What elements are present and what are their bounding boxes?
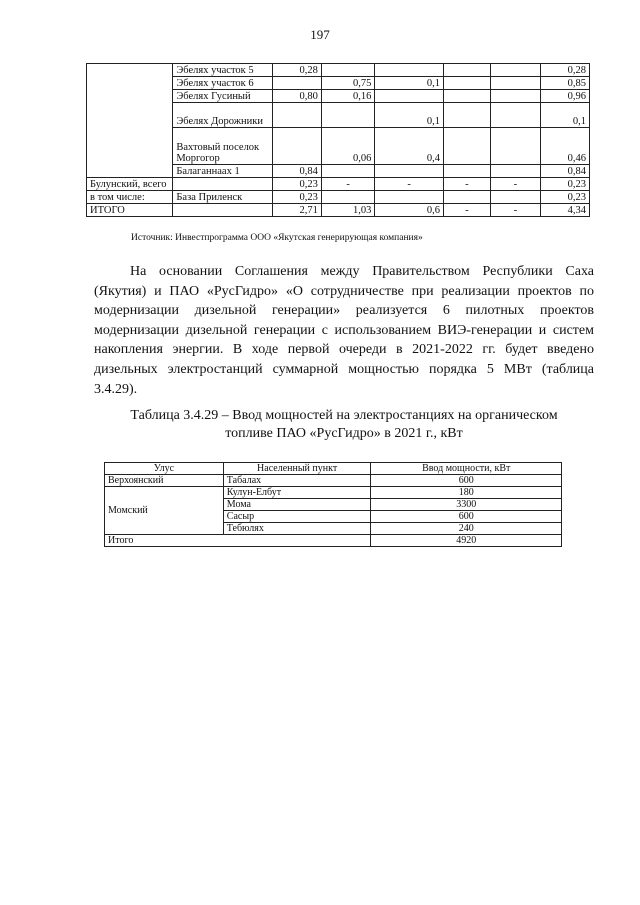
table-row xyxy=(87,204,590,217)
table-cell xyxy=(375,64,444,77)
capacity-cell: 240 xyxy=(371,523,562,535)
row-header-cell: ИТОГО xyxy=(87,204,173,217)
table-cell xyxy=(443,90,490,103)
column-header: Ввод мощности, кВт xyxy=(371,463,562,475)
table-cell xyxy=(321,103,374,128)
total-label: Итого xyxy=(105,535,371,547)
table-cell xyxy=(490,77,540,90)
settlement-cell: Сасыр xyxy=(223,511,371,523)
table-cell xyxy=(173,204,273,217)
capacity-cell: 3300 xyxy=(371,499,562,511)
table-cell xyxy=(443,64,490,77)
capacity-cell: 600 xyxy=(371,511,562,523)
caption-line-1: Таблица 3.4.29 – Ввод мощностей на электростанциях на органическом xyxy=(130,408,558,423)
row-header-cell: в том числе: xyxy=(87,191,173,204)
total-value: 4920 xyxy=(371,535,562,547)
body-paragraph xyxy=(94,262,594,399)
table-cell: 0,1 xyxy=(541,103,590,128)
table-cell xyxy=(443,191,490,204)
table-cell: Эбелях Гусиный xyxy=(173,90,273,103)
table-cell xyxy=(490,64,540,77)
table-cell: - xyxy=(490,178,540,191)
table-caption xyxy=(94,407,594,443)
table-cell: 2,71 xyxy=(273,204,322,217)
table-cell: Эбелях участок 6 xyxy=(173,77,273,90)
table-cell: 0,23 xyxy=(541,178,590,191)
table-cell xyxy=(321,64,374,77)
column-header: Населенный пункт xyxy=(223,463,371,475)
table-row xyxy=(87,64,590,77)
settlement-cell: Мома xyxy=(223,499,371,511)
header-row xyxy=(105,463,562,475)
table-cell xyxy=(443,77,490,90)
table-cell: - xyxy=(443,204,490,217)
page-number: 197 xyxy=(310,27,330,42)
table-cell: 0,84 xyxy=(273,165,322,178)
table-cell xyxy=(490,128,540,165)
table-cell: 1,03 xyxy=(321,204,374,217)
table-cell xyxy=(273,128,322,165)
table-row xyxy=(105,475,562,487)
table-cell xyxy=(375,90,444,103)
table-cell: Эбелях Дорожники xyxy=(173,103,273,128)
table-row xyxy=(105,487,562,499)
caption-line-2: топливе ПАО «РусГидро» в 2021 г., кВт xyxy=(225,426,463,441)
table-cell: 0,84 xyxy=(541,165,590,178)
table-cell: - xyxy=(443,178,490,191)
table-cell: 4,34 xyxy=(541,204,590,217)
capacity-cell: 600 xyxy=(371,475,562,487)
table-cell: 0,6 xyxy=(375,204,444,217)
table-cell xyxy=(443,165,490,178)
table-cell: 0,28 xyxy=(273,64,322,77)
table-cell: База Приленск xyxy=(173,191,273,204)
table-cell: 0,23 xyxy=(273,178,322,191)
table-cell xyxy=(490,90,540,103)
table-cell xyxy=(443,128,490,165)
table-cell: 0,96 xyxy=(541,90,590,103)
table-row xyxy=(87,178,590,191)
table-cell xyxy=(321,165,374,178)
energy-table xyxy=(86,63,590,217)
ulus-cell: Верхоянский xyxy=(105,475,224,487)
row-header-cell xyxy=(87,64,173,178)
table-cell: 0,46 xyxy=(541,128,590,165)
settlement-cell: Табалах xyxy=(223,475,371,487)
capacity-cell: 180 xyxy=(371,487,562,499)
table-cell xyxy=(273,77,322,90)
table-cell xyxy=(273,103,322,128)
table-cell: Эбелях участок 5 xyxy=(173,64,273,77)
table-cell: 0,4 xyxy=(375,128,444,165)
table-cell: - xyxy=(490,204,540,217)
table-cell xyxy=(173,178,273,191)
table-cell: - xyxy=(375,178,444,191)
table-cell: 0,23 xyxy=(273,191,322,204)
table-cell: 0,16 xyxy=(321,90,374,103)
settlement-cell: Тебюлях xyxy=(223,523,371,535)
table-cell xyxy=(375,165,444,178)
table-cell: 0,28 xyxy=(541,64,590,77)
table-cell: 0,1 xyxy=(375,103,444,128)
source-note: Источник: Инвестпрограмма ООО «Якутская генерирующая компания» xyxy=(131,233,423,243)
table-cell: 0,23 xyxy=(541,191,590,204)
ulus-cell: Момский xyxy=(105,487,224,535)
table-cell xyxy=(490,103,540,128)
table-cell xyxy=(375,191,444,204)
table-cell: - xyxy=(321,178,374,191)
column-header: Улус xyxy=(105,463,224,475)
row-header-cell: Булунский, всего xyxy=(87,178,173,191)
paragraph-text: На основании Соглашения между Правительством Республики Саха (Якутия) и ПАО «РусГидро» «О сотрудничестве при реализации проектов по модернизации дизельной генерации» реализуется 6 пилотных проектов модернизации дизельной генерации с использованием ВИЭ-генерации и систем накопления энергии. В ходе первой очереди в 2021-2022 гг. будет введено дизельных электростанций суммарной мощностью порядка 5 МВт (таблица 3.4.29). xyxy=(94,264,594,397)
table-cell: 0,80 xyxy=(273,90,322,103)
total-row xyxy=(105,535,562,547)
table-cell: 0,1 xyxy=(375,77,444,90)
table-cell xyxy=(321,191,374,204)
table-cell xyxy=(490,165,540,178)
table-cell: 0,85 xyxy=(541,77,590,90)
table-cell: Вахтовый поселок Моргогор xyxy=(173,128,273,165)
table-row xyxy=(87,191,590,204)
table-cell xyxy=(443,103,490,128)
table-cell: 0,06 xyxy=(321,128,374,165)
table-cell: Балаганнаах 1 xyxy=(173,165,273,178)
table-cell: 0,75 xyxy=(321,77,374,90)
settlement-cell: Кулун-Елбут xyxy=(223,487,371,499)
capacity-table xyxy=(104,462,562,547)
table-cell xyxy=(490,191,540,204)
